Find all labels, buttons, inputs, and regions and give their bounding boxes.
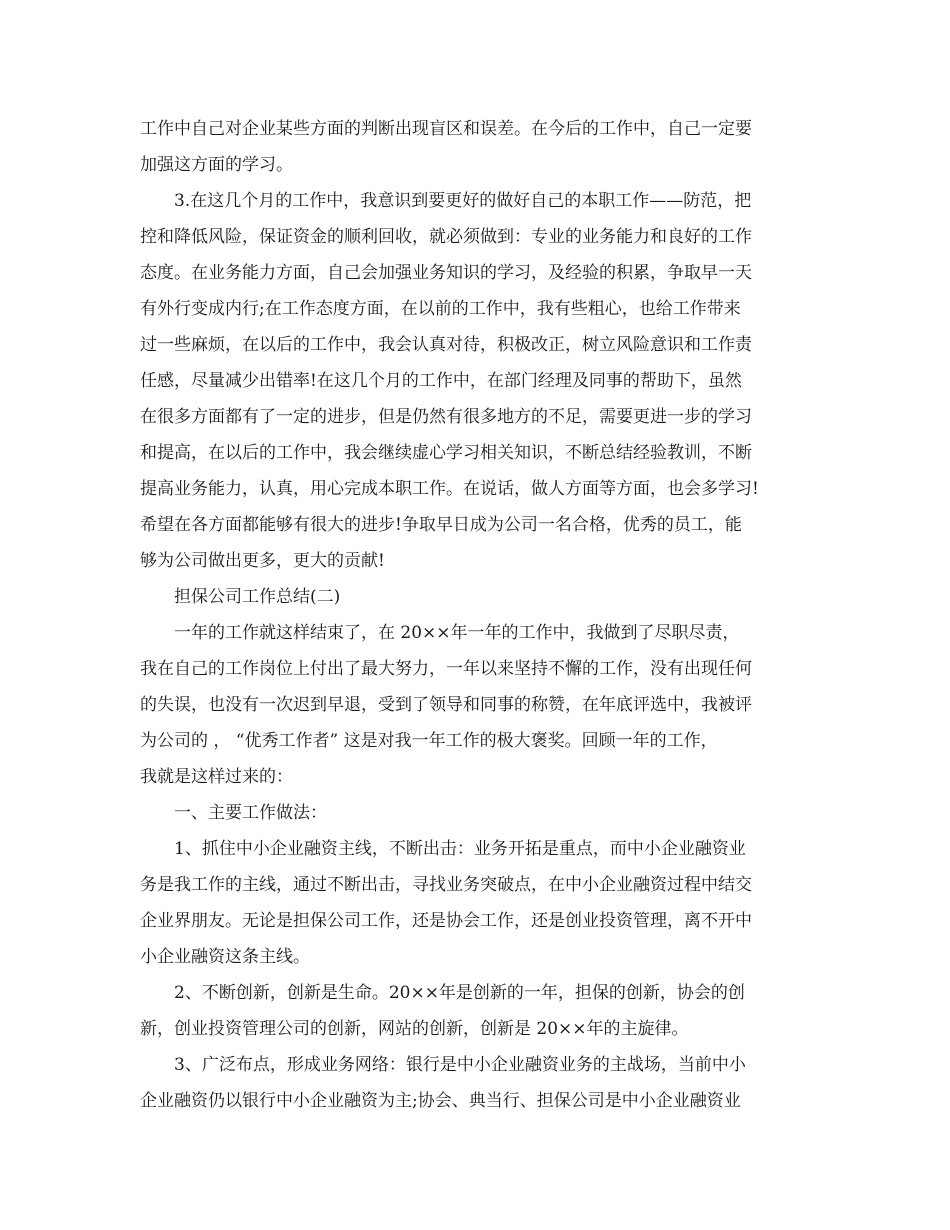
text-line: 企业界朋友。无论是担保公司工作，还是协会工作，还是创业投资管理，离不开中: [140, 911, 752, 931]
text-line: 工作中自己对企业某些方面的判断出现盲区和误差。在今后的工作中，自己一定要: [140, 119, 752, 139]
text-line: 希望在各方面都能够有很大的进步!争取早日成为公司一名合格，优秀的员工，能: [140, 515, 742, 535]
text-line: 和提高，在以后的工作中，我会继续虚心学习相关知识，不断总结经验教训，不断: [140, 443, 752, 463]
text-line: 3、广泛布点，形成业务网络：银行是中小企业融资业务的主战场，当前中小: [174, 1055, 746, 1075]
text-line: 加强这方面的学习。: [140, 155, 293, 175]
text-line: 有外行变成内行;在工作态度方面，在以前的工作中，我有些粗心，也给工作带来: [140, 299, 741, 319]
section-heading: 担保公司工作总结(二): [174, 587, 341, 607]
text-line: 任感，尽量减少出错率!在这几个月的工作中，在部门经理及同事的帮助下，虽然: [140, 371, 742, 391]
text-line: 我在自己的工作岗位上付出了最大努力，一年以来坚持不懈的工作，没有出现任何: [140, 659, 752, 679]
text-line: 新，创业投资管理公司的创新，网站的创新，创新是 20××年的主旋律。: [140, 1019, 689, 1039]
text-line: 一年的工作就这样结束了，在 20××年一年的工作中，我做到了尽职尽责，: [174, 623, 740, 643]
text-line: 1、抓住中小企业融资主线，不断出击：业务开拓是重点，而中小企业融资业: [174, 839, 746, 859]
text-line: 我就是这样过来的：: [140, 767, 293, 787]
text-line: 提高业务能力，认真，用心完成本职工作。在说话，做人方面等方面，也会多学习!: [140, 479, 759, 499]
text-line: 的失误，也没有一次迟到早退，受到了领导和同事的称赞，在年底评选中，我被评: [140, 695, 752, 715]
text-line: 3.在这几个月的工作中，我意识到要更好的做好自己的本职工作——防范，把: [174, 191, 752, 211]
subsection-heading: 一、主要工作做法：: [174, 803, 327, 823]
text-line: 2、不断创新，创新是生命。20××年是创新的一年，担保的创新，协会的创: [174, 983, 745, 1003]
text-line: 企业融资仍以银行中小企业融资为主;协会、典当行、担保公司是中小企业融资业: [140, 1091, 741, 1111]
text-line: 过一些麻烦，在以后的工作中，我会认真对待，积极改正，树立风险意识和工作责: [140, 335, 752, 355]
text-line: 小企业融资这条主线。: [140, 947, 310, 967]
text-line: 务是我工作的主线，通过不断出击，寻找业务突破点，在中小企业融资过程中结交: [140, 875, 752, 895]
text-line: 在很多方面都有了一定的进步，但是仍然有很多地方的不足，需要更进一步的学习: [140, 407, 752, 427]
text-line: 为公司的 ， “优秀工作者” 这是对我一年工作的极大褒奖。回顾一年的工作，: [140, 731, 718, 751]
text-line: 控和降低风险，保证资金的顺利回收，就必须做到：专业的业务能力和良好的工作: [140, 227, 752, 247]
text-line: 够为公司做出更多，更大的贡献!: [140, 551, 385, 571]
text-line: 态度。在业务能力方面，自己会加强业务知识的学习，及经验的积累，争取早一天: [140, 263, 752, 283]
